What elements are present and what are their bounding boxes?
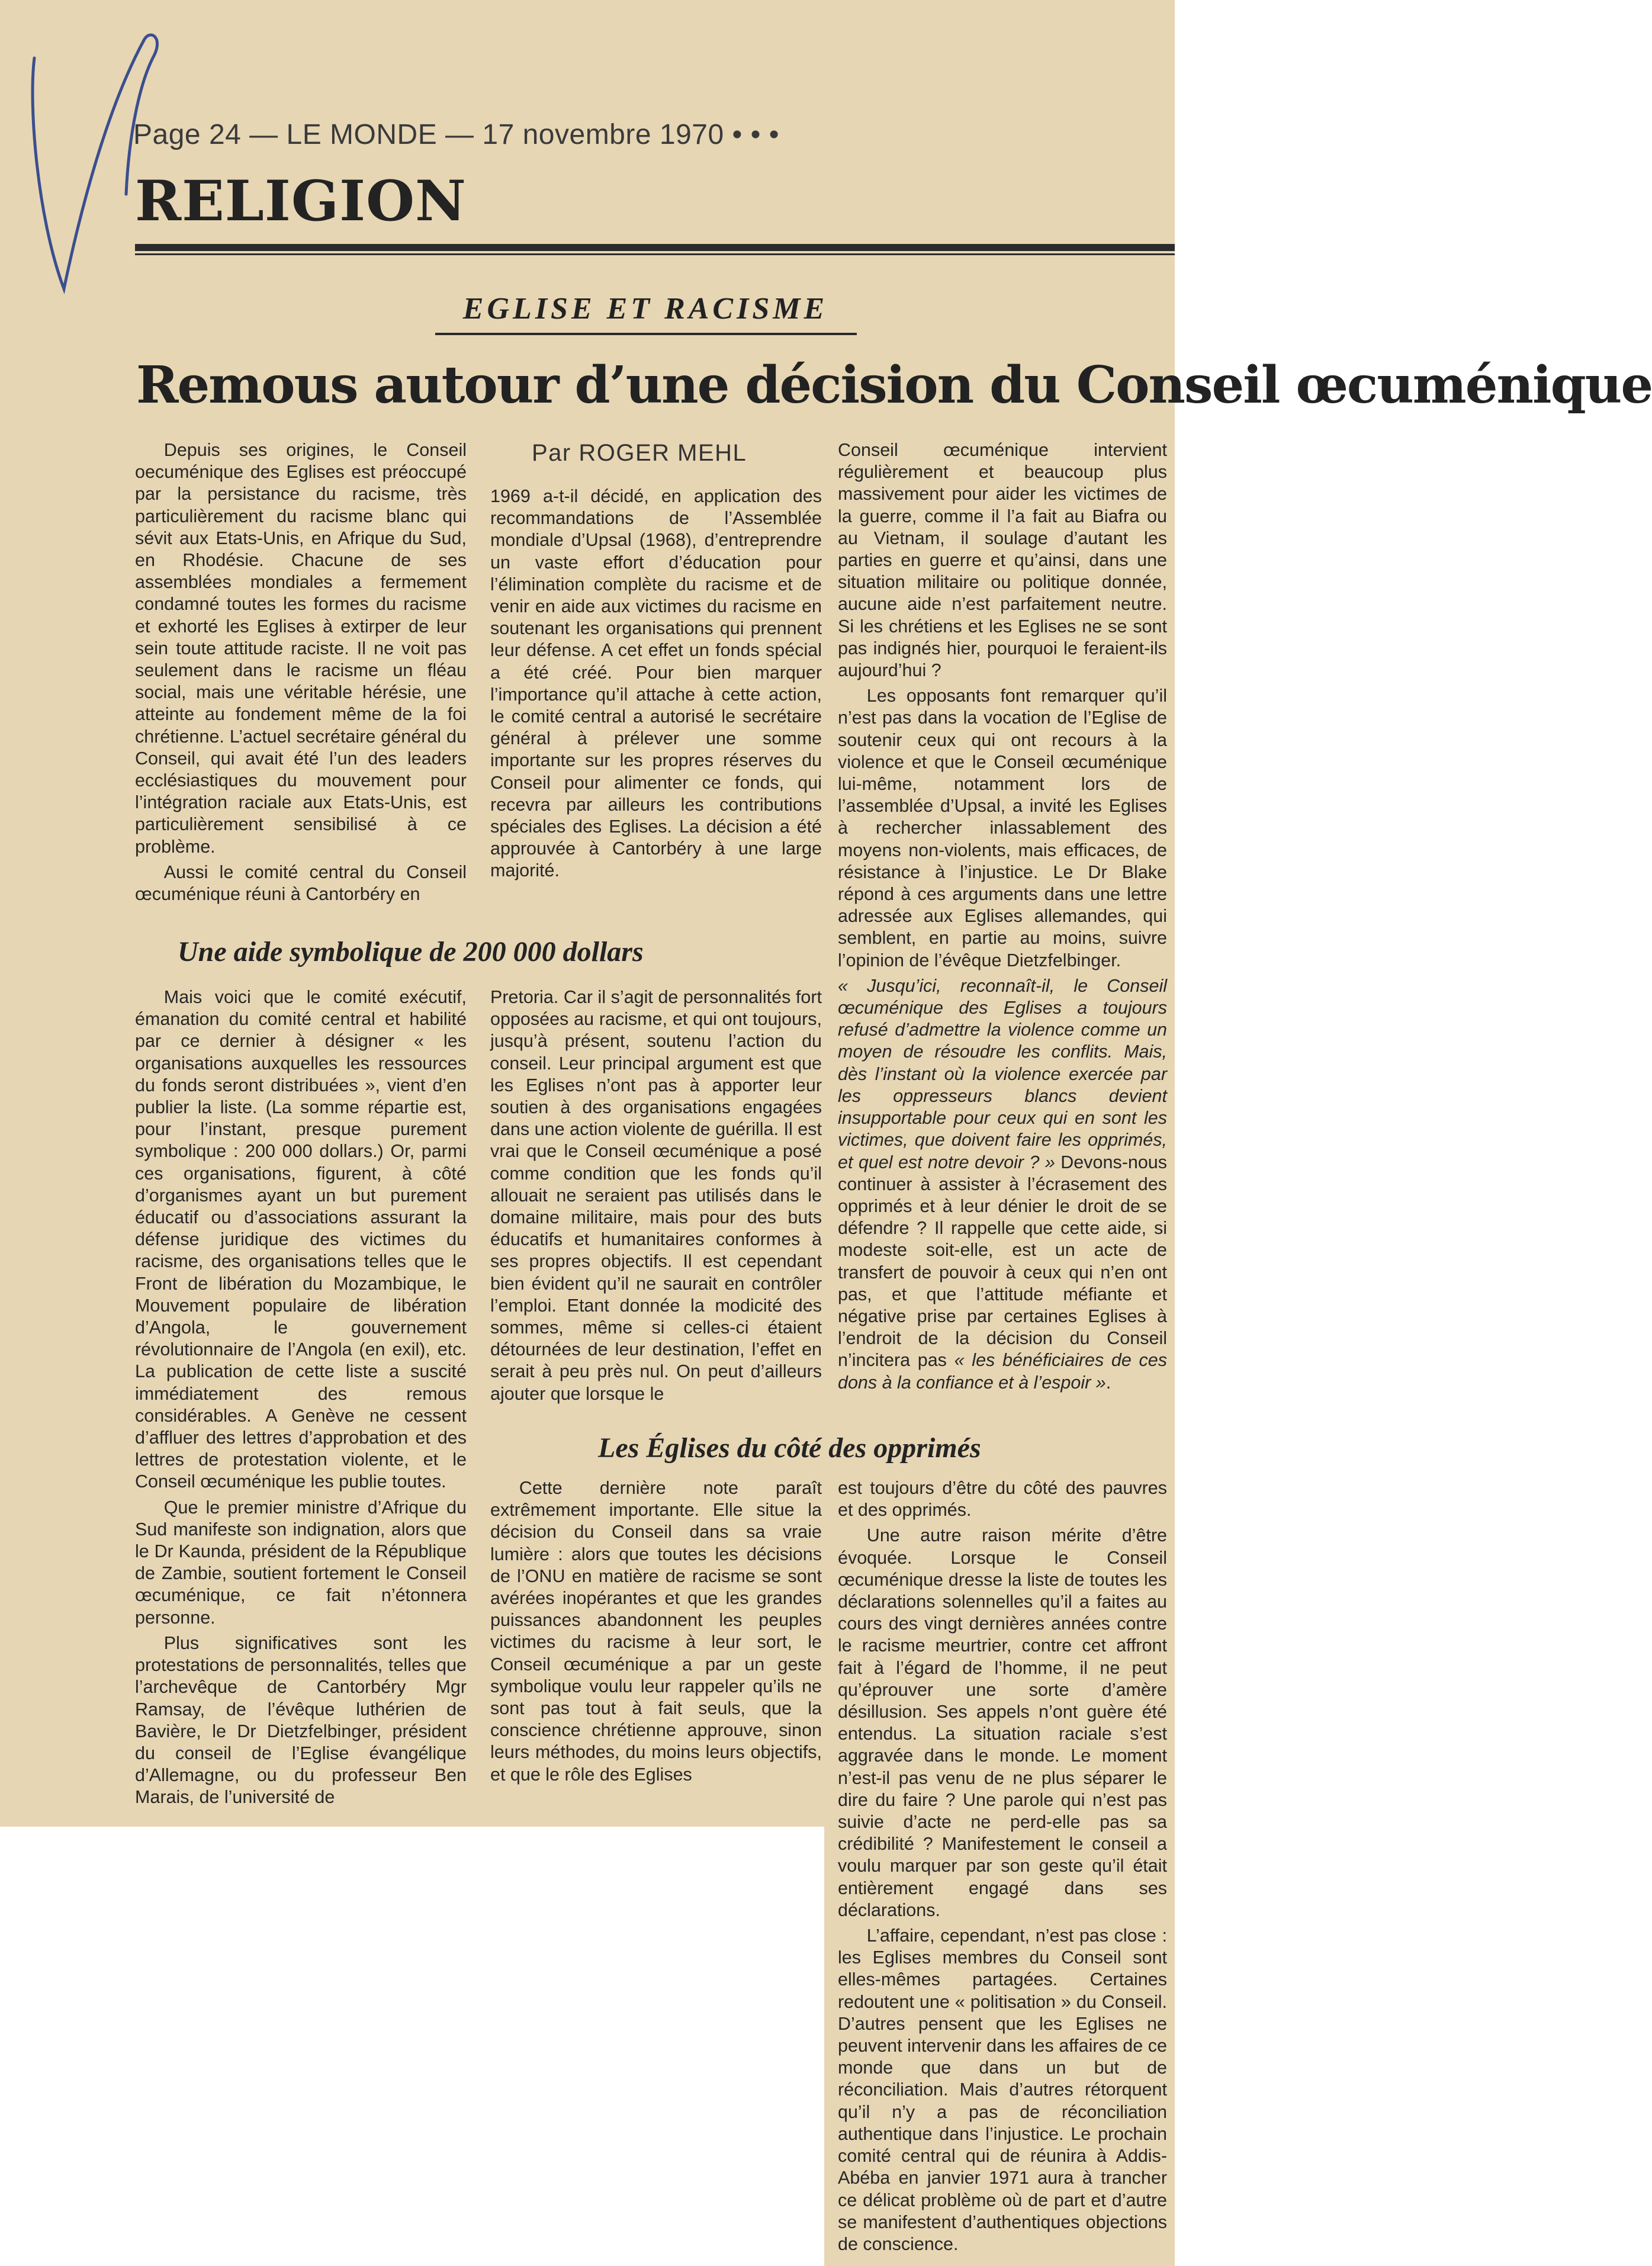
quote: « les bénéficiaires de ces dons à la confiance et à l’espoir » (838, 1350, 1167, 1393)
section-rule (135, 244, 1175, 251)
paragraph: L’affaire, cependant, n’est pas close : les Eglises membres du Conseil sont elles-mêmes partagées. Certaines redoutent une « politisation » du Conseil. D’autres pensent que les Eglises ne peuvent intervenir dans les affaires de ce monde que dans un but de réconciliation. Mais d’autres rétorquent qu’il n’y a pas de réconciliation authentique dans l’injustice. Le prochain comité central qui de réunira à Addis-Abéba en janvier 1971 aura à trancher ce délicat problème où de part et d’autre se manifestent d’authentiques objections de conscience. (838, 1926, 1167, 2254)
article-column (838, 1477, 1167, 2255)
byline: Par ROGER MEHL (532, 440, 747, 466)
kicker-rule (435, 333, 857, 335)
paragraph: Cette dernière note paraît extrêmement importante. Elle situe la décision du Conseil dans sa vraie lumière : alors que toutes les décisions de l’ONU en matière de racisme se sont avérées inopérantes et que les grandes puissances abandonnent les peuples victimes du racisme à leur sort, le Conseil œcuménique a par un geste symbolique voulu leur rappeler qu’ils ne sont pas tout à fait seuls, que la conscience chrétienne approuve, sinon leurs méthodes, du moins leurs objectifs, et que le rôle des Eglises (490, 1478, 822, 1785)
paragraph: Plus significatives sont les protestations de personnalités, telles que l’archevêque de Cantorbéry Mgr Ramsay, de l’évêque luthérien de Bavière, le Dr Dietzfelbinger, président du conseil de l’Eglise évangélique d’Allemagne, ou du professeur Ben Marais, de l’université de (135, 1632, 467, 1808)
article-column (490, 486, 822, 882)
article-column (135, 439, 467, 905)
text: . (1105, 1372, 1111, 1393)
section-rule-thin (135, 253, 1175, 255)
paragraph (838, 975, 1167, 1394)
article-column (135, 986, 467, 1809)
dateline: Page 24 — LE MONDE — 17 novembre 1970 • • • (133, 119, 780, 150)
paragraph: Pretoria. Car il s’agit de personnalités fort opposées au racisme, et qui ont toujours, jusqu’à présent, soutenu l’action du conseil. Leur principal argument est que les Eglises n’ont pas à apporter leur soutien à des organisations engagées dans une action violente de guérilla. Il est vrai que le Conseil œcuménique a posé comme condition que les fonds qu’il allouait ne seraient pas utilisés dans le domaine militaire, mais pour des buts éducatifs et humanitaires conformes à ses propres objectifs. Il est cependant bien évident qu’il ne saurait en contrôler l’emploi. Etant donnée la modicité des sommes, même si celles-ci étaient détournées de leur destination, l’effet en serait à peu près nul. On peut d’ailleurs ajouter que lorsque le (490, 987, 822, 1404)
subheading: Une aide symbolique de 200 000 dollars (178, 936, 644, 968)
paragraph: Aussi le comité central du Conseil œcuménique réuni à Cantorbéry en (135, 862, 467, 905)
paragraph: Conseil œcuménique intervient régulièrement et beaucoup plus massivement pour aider les victimes de la guerre, comme il l’a fait au Biafra ou au Vietnam, il soulage d’autant les parties en guerre et qu’ainsi, dans une situation militaire ou politique donnée, aucune aide n’est parfaitement neutre. Si les chrétiens et les Eglises ne se sont pas indignés hier, pourquoi le feraient-ils aujourd’hui ? (838, 440, 1167, 681)
text: Devons-nous continuer à assister à l’écrasement des opprimés et à leur dénier le droit de se défendre ? Il rappelle que cette aide, si modeste soit-elle, est un acte de transfert de pouvoir à ceux qui n’en ont pas, et que l’attitude méfiante et négative prise par certaines Eglises à l’endroit de la décision du Conseil n’incitera pas (838, 1152, 1167, 1371)
paragraph: 1969 a-t-il décidé, en application des recommandations de l’Assemblée mondiale d’Upsal (1968), d’entreprendre un vaste effort d’éducation pour l’élimination complète du racisme et de venir en aide aux victimes du racisme en soutenant les organisations qui prennent leur défense. A cet effet un fonds spécial a été créé. Pour bien marquer l’importance qu’il attache à cette action, le comité central a autorisé le secrétaire général à prélever une somme importante sur les propres réserves du Conseil pour alimenter ce fonds, qui recevra par ailleurs les contributions spéciales des Eglises. La décision a été approuvée à Cantorbéry à une large majorité. (490, 486, 822, 881)
paragraph: Que le premier ministre d’Afrique du Sud manifeste son indignation, alors que le Dr Kaunda, président de la République de Zambie, soutient fortement le Conseil œcuménique, ce fait n’étonnera personne. (135, 1497, 467, 1628)
article-column (490, 986, 822, 1405)
paragraph: est toujours d’être du côté des pauvres et des opprimés. (838, 1478, 1167, 1521)
headline: Remous autour d’une décision du Conseil œcuménique (136, 355, 1652, 415)
quote: « Jusqu’ici, reconnaît-il, le Conseil œcuménique des Eglises a toujours refusé d’admettre la violence comme un moyen de résoudre les conflits. Mais, dès l’instant où la violence exercée par les oppresseurs blancs devient insupportable pour ceux qui en sont les victimes, que doivent faire les opprimés, et quel est notre devoir ? » (838, 975, 1167, 1172)
paragraph: Une autre raison mérite d’être évoquée. Lorsque le Conseil œcuménique dresse la liste de toutes les déclarations solennelles qu’il a faites au cours des vingt dernières années contre le racisme meurtrier, contre cet affront fait à l’égard de l’homme, il ne peut qu’éprouver une sorte d’amère désillusion. Ses appels n’ont guère été entendus. La situation raciale s’est aggravée dans le monde. Le moment n’est-il pas venu de ne plus séparer le dire du faire ? Une parole qui n’est pas suivie d’acte ne perd-elle pas sa crédibilité ? Manifestement le conseil a voulu marquer par son geste qu’il était entièrement engagé dans ses déclarations. (838, 1525, 1167, 1920)
paragraph: Depuis ses origines, le Conseil oecuménique des Eglises est préoccupé par la persistance du racisme, très particulièrement du racisme blanc qui sévit aux Etats-Unis, en Afrique du Sud, en Rhodésie. Chacune de ses assemblées mondiales a fermement condamné toutes les formes du racisme et exhorté les Eglises à extirper de leur sein toute attitude raciste. Il ne voit pas seulement dans le racisme un fléau social, mais une véritable hérésie, une atteinte au fondement même de la foi chrétienne. L’actuel secrétaire général du Conseil, qui avait été l’un des leaders ecclésiastiques du mouvement pour l’intégration raciale aux Etats-Unis, est particulièrement sensibilisé à ce problème. (135, 440, 467, 857)
subheading: Les Églises du côté des opprimés (598, 1432, 981, 1464)
article-column (490, 1477, 822, 1786)
article-column (838, 439, 1167, 1394)
paragraph: Mais voici que le comité exécutif, émanation du comité central et habilité par ce dernier à désigner « les organisations auxquelles les ressources du fonds seront distribuées », vient d’en publier la liste. (La somme répartie est, pour l’instant, presque purement symbolique : 200 000 dollars.) Or, parmi ces organisations, figurent, à côté d’organismes ayant un but purement éducatif ou d’associations assurant la défense juridique des victimes du racisme, des organisations telles que le Front de libération du Mozambique, le Mouvement populaire de libération d’Angola, le gouvernement révolutionnaire de l’Angola (en exil), etc. La publication de cette liste a suscité immédiatement des remous considérables. A Genève ne cessent d’affluer des lettres d’approbation et des lettres de protestation violente, et le Conseil œcuménique les publie toutes. (135, 987, 467, 1492)
kicker: EGLISE ET RACISME (462, 292, 828, 326)
section-title: RELIGION (135, 169, 467, 234)
paragraph: Les opposants font remarquer qu’il n’est pas dans la vocation de l’Eglise de soutenir ceux qui ont recours à la violence et que le Conseil œcuménique lui-même, notamment lors de l’assemblée d’Upsal, a invité les Eglises à rechercher inlassablement des moyens non-violents, mais efficaces, de résistance à l’injustice. Le Dr Blake répond à ces arguments dans une lettre adressée aux Eglises allemandes, qui semblent, en partie au moins, suivre l’opinion de l’évêque Dietzfelbinger. (838, 686, 1167, 970)
